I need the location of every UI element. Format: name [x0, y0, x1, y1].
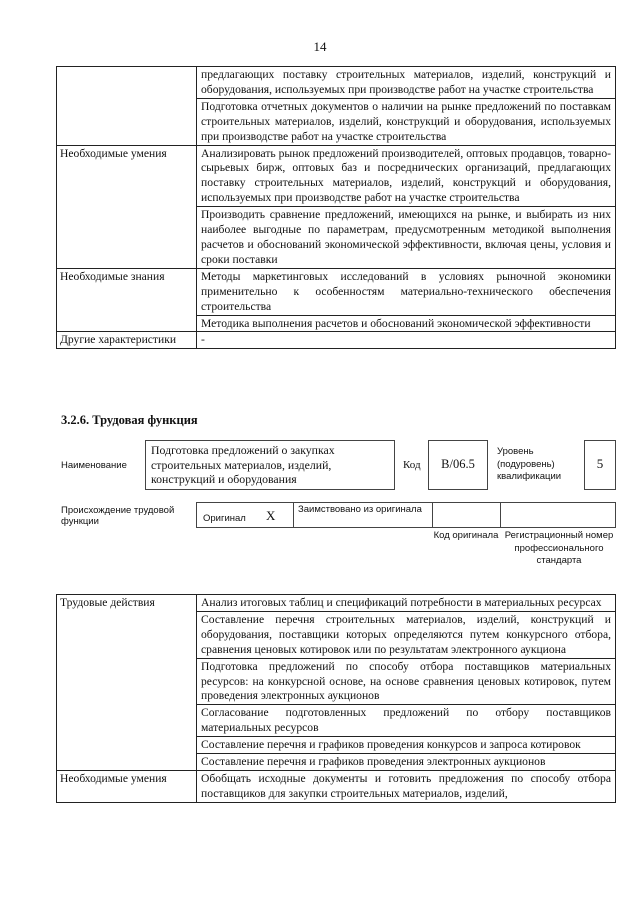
- origin-divider: [432, 502, 433, 528]
- table-row: [57, 145, 616, 207]
- code-value: B/06.5: [441, 457, 475, 471]
- origin-divider: [293, 502, 294, 528]
- row-label: Необходимые умения: [57, 145, 197, 268]
- code-label: Код: [403, 459, 421, 471]
- row-label: Необходимые умения: [57, 770, 197, 802]
- row-text: Методика выполнения расчетов и обоснований экономической эффективности: [197, 315, 616, 332]
- row-text: Подготовка предложений по способу отбора поставщиков материальных ресурсов: на конкурсной основе, на основе сравнения ценовых котировок, путем проведения электронных аукционов: [197, 658, 616, 705]
- reg-caption: Регистрационный номер профессионального стандарта: [504, 530, 614, 566]
- name-label: Наименование: [61, 460, 127, 471]
- row-text: предлагающих поставку строительных материалов, изделий, конструкций и оборудования, используемых при производстве работ на участке строительства: [197, 67, 616, 99]
- function-name: Подготовка предложений о закупках строительных материалов, изделий, конструкций и оборудования: [151, 443, 335, 487]
- row-text: Производить сравнение предложений, имеющихся на рынке, и выбирать из них наиболее выгодные по параметрам, предусмотренным методикой выполнения расчетов и обоснований экономической эффективности, включая цены, условия и сроки поставки: [197, 207, 616, 269]
- level-value: 5: [596, 456, 604, 471]
- section-title: 3.2.6. Трудовая функция: [61, 413, 198, 427]
- table-row: [57, 595, 616, 612]
- origin-divider: [500, 502, 501, 528]
- row-text: Согласование подготовленных предложений по отбору поставщиков материальных ресурсов: [197, 705, 616, 737]
- row-text: Анализировать рынок предложений производителей, оптовых продавцов, товарно-сырьевых бирж, оптовых баз и посреднических организаций, предлагающих поставку строительных материалов, изделий, конструкций и оборудования, используемых при производстве работ на участке строительства: [197, 145, 616, 207]
- row-label: Другие характеристики: [57, 332, 197, 349]
- table-row: [57, 770, 616, 802]
- row-label: Трудовые действия: [57, 595, 197, 771]
- borrowed-label: Заимствовано из оригинала: [298, 504, 422, 515]
- code-box: [428, 440, 488, 490]
- row-text: Обобщать исходные документы и готовить предложения по способу отбора поставщиков для закупки строительных материалов, изделий,: [197, 770, 616, 802]
- skills-knowledge-table: [56, 66, 616, 349]
- row-text: Подготовка отчетных документов о наличии на рынке предложений по поставкам строительных материалов, изделий, конструкций и оборудования, используемых при производстве работ на участке строительства: [197, 98, 616, 145]
- row-label: Необходимые знания: [57, 268, 197, 332]
- table-row: [57, 268, 616, 315]
- row-text: -: [197, 332, 616, 349]
- row-text: Анализ итоговых таблиц и спецификаций потребности в материальных ресурсах: [197, 595, 616, 612]
- row-text: Составление перечня и графиков проведения электронных аукционов: [197, 754, 616, 771]
- row-text: Составление перечня строительных материалов, изделий, конструкций и оборудования, поставщики которых определяются путем конкурсного отбора, сравнения ценовых котировок или по результатам электронного аукциона: [197, 611, 616, 658]
- original-label: Оригинал: [203, 513, 246, 524]
- origin-label: Происхождение трудовой функции: [61, 505, 175, 527]
- function-name-box: [145, 440, 395, 490]
- row-text: Методы маркетинговых исследований в условиях рыночной экономики применительно к особенностям материально-технического обеспечения строительства: [197, 268, 616, 315]
- table-row: [57, 67, 616, 99]
- level-box: [584, 440, 616, 490]
- row-label: [57, 67, 197, 146]
- table-row: [57, 332, 616, 349]
- level-label: Уровень (подуровень) квалификации: [497, 446, 562, 482]
- original-mark: X: [266, 508, 276, 523]
- row-text: Составление перечня и графиков проведения конкурсов и запроса котировок: [197, 737, 616, 754]
- page-number: 14: [313, 39, 327, 54]
- labor-actions-table: [56, 594, 616, 803]
- code-caption: Код оригинала: [433, 530, 499, 541]
